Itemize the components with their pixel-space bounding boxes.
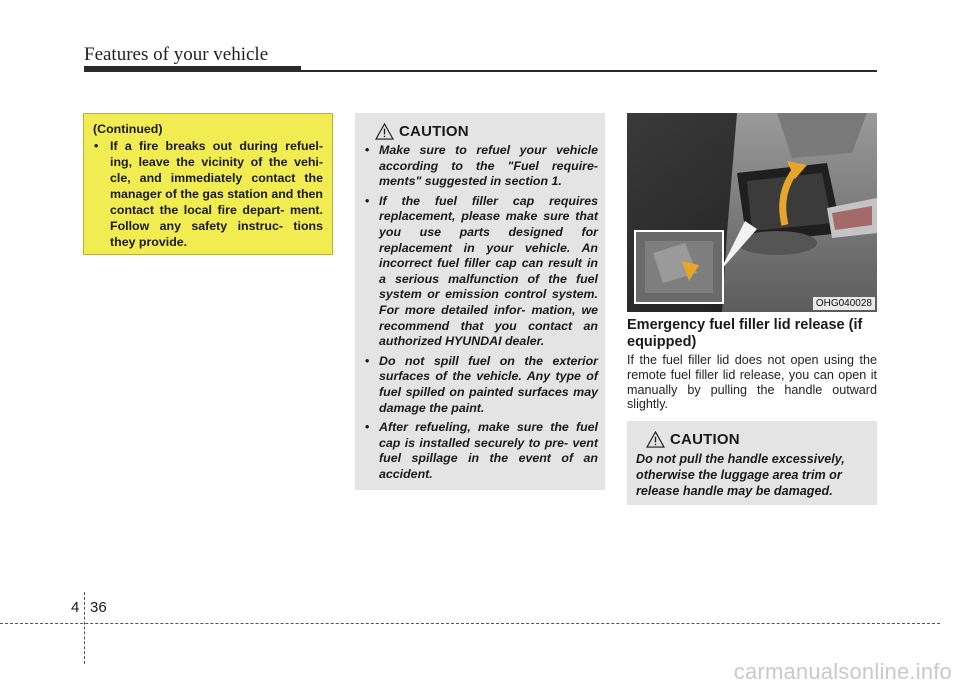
caution-header <box>646 429 869 449</box>
warning-item: • If a fire breaks out during refuel- ing, leave the vicinity of the vehi- cle, and immediately contact the manager of the gas station and then contact the local fire depart- ment. Follow any safety instruc- tions they provide. <box>93 138 323 250</box>
warning-list <box>93 138 323 250</box>
watermark: carmanualsonline.info <box>733 659 952 684</box>
caution-title: CAUTION <box>670 430 740 448</box>
photo-code: OHG040028 <box>813 297 875 310</box>
caution-text: Do not pull the handle excessively, otherwise the luggage area trim or release handle may be damaged. <box>636 452 845 498</box>
caution-item: • Make sure to refuel your vehicle according to the "Fuel require- ments" suggested in section 1. <box>365 143 598 190</box>
section-heading: Emergency fuel filler lid release (if equipped) <box>627 317 863 350</box>
warning-triangle-icon <box>375 123 394 140</box>
page-section-number: 4 <box>71 599 80 616</box>
caution-item: • If the fuel filler cap requires replacement, please make sure that you use parts designed for replacement in your vehicle. An incorrect fuel filler cap can result in a serious malfunction of the fuel system or emission control system. For more detailed infor- mation, we recommend that you contact an authorized HYUNDAI dealer. <box>365 194 598 350</box>
caution-list <box>365 143 598 482</box>
caution-item: • After refueling, make sure the fuel cap is installed securely to pre- vent fuel spillage in the event of an accident. <box>365 420 598 482</box>
section-body: If the fuel filler lid does not open using the remote fuel filler lid release, you can open it manually by pulling the handle outward slightly. <box>627 353 877 412</box>
trunk-illustration <box>627 113 877 312</box>
warning-box <box>83 113 333 255</box>
page-number: 36 <box>90 599 107 616</box>
footer-rule <box>0 623 940 624</box>
warning-triangle-icon <box>646 431 665 448</box>
caution-item: • Do not spill fuel on the exterior surfaces of the vehicle. Any type of fuel spilled on painted surfaces may damage the paint. <box>365 354 598 416</box>
footer-divider <box>84 592 85 664</box>
caution-header <box>375 121 598 141</box>
header-rule-thin <box>84 70 877 72</box>
header-title: Features of your vehicle <box>84 44 269 65</box>
caution-box-small <box>627 421 877 505</box>
warning-continued: (Continued) <box>93 122 163 136</box>
vehicle-photo <box>627 113 877 312</box>
caution-box-main <box>355 113 605 490</box>
caution-title: CAUTION <box>399 122 469 140</box>
